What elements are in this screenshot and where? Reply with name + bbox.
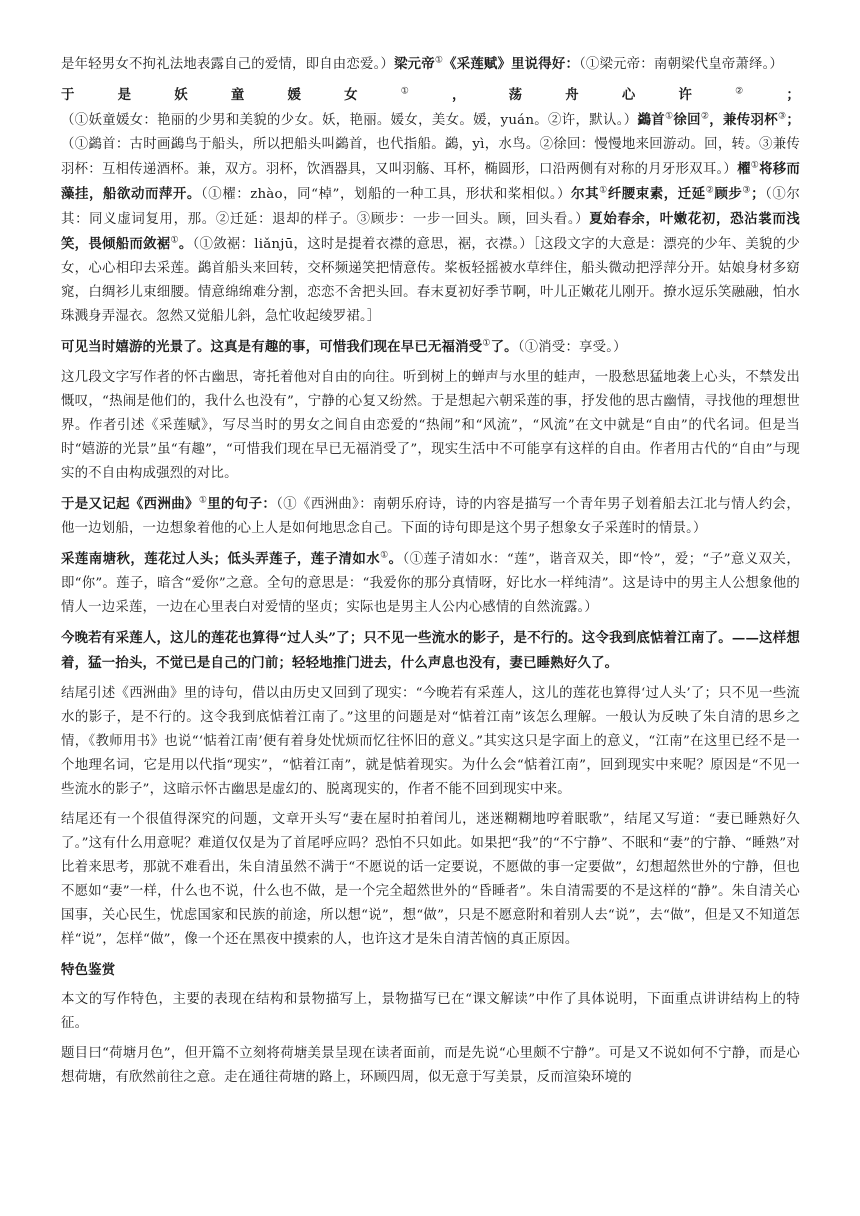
paragraph [61, 682, 800, 802]
text-run: （①尔其：同义虚词复用，那。②迁延：退却的样子。③顾步：一步一回头。顾，回头看。） [61, 187, 800, 227]
bold-text: 于是妖童媛女 [61, 87, 401, 103]
bold-text: 将移而藻挂，船欲动而萍开。 [61, 161, 800, 202]
text-run: （①妖童媛女：艳丽的少男和美貌的少女。妖，艳丽。媛女，美女。媛，yuán。②许，默认。） [61, 113, 638, 128]
bold-text: 采莲南塘秋，莲花过人头；低头弄莲子，莲子清如水 [61, 551, 381, 567]
section-heading [61, 958, 800, 982]
footnote-marker: ① [750, 160, 760, 171]
footnote-marker: ③ [742, 185, 752, 196]
text-run: 这几段文字写作者的怀古幽思，寄托着他对自由的向往。听到树上的蝉声与水里的蛙声，一股愁思猛地袭上心头，不禁发出慨叹，“热闹是他们的，我什么也没有”，宁静的心复又纷然。于是想起六朝采莲的事，抒发他的思古幽情，寻找他的理想世界。作者引述《采莲赋》，写尽当时的男女之间自由恋爱的“热闹”和“风流”，“风流”在文中就是“自由”的代名词。但是当时“嬉游的光景”虽“有趣”，“可惜我们现在早已无福消受了”，现实生活中不可能享有这样的自由。作者用古代的“自由”与现实的不自由构成强烈的对比。 [61, 370, 800, 481]
bold-text: 梁元帝 [394, 56, 435, 72]
bold-text: 了。 [490, 339, 518, 355]
footnote-marker: ② [735, 86, 787, 97]
footnote-marker: ③ [777, 111, 787, 122]
bold-text: 《采莲赋》里说得好： [443, 56, 580, 72]
footnote-marker: ① [170, 235, 179, 246]
bold-text: 徐回 [673, 112, 701, 128]
bold-text: 于是又记起《西洲曲》 [61, 496, 199, 512]
footnote-marker: ① [599, 185, 608, 196]
bold-text: 。 [178, 236, 193, 252]
text-run: 题目曰“荷塘月色”，但开篇不立刻将荷塘美景呈现在读者面前，而是先说“心里颇不宁静”。可是又不说如何不宁静，而是心想荷塘，有欣然前往之意。走在通往荷塘的路上，环顾四周，似无意于写美景，反而渲染环境的 [61, 1046, 800, 1085]
bold-text: ，荡舟心许 [452, 87, 736, 103]
text-run: （①莲子清如水：“莲”，谐音双关，即“怜”，爱；“子”意义双关，即“你”。莲子，暗含“爱你”之意。全句的意思是：“我爱你的那分真情呀，好比水一样纯清”。这是诗中的男主人公想象他的情人一边采莲，一边在心里表白对爱情的坚贞；实际也是男主人公内心感情的自然流露。） [61, 552, 800, 615]
paragraph [61, 1042, 800, 1090]
paragraph [61, 492, 800, 541]
bold-text: 櫂 [737, 161, 751, 177]
bold-text: ； [786, 112, 800, 128]
text-run: 本文的写作特色，主要的表现在结构和景物描写上，景物描写已在“课文解读”中作了具体说明，下面重点讲讲结构上的特征。 [61, 992, 800, 1031]
bold-text: ； [786, 87, 800, 103]
footnote-marker: ① [664, 111, 674, 122]
bold-text: 特色鉴赏 [61, 962, 116, 978]
paragraph [61, 52, 800, 77]
bold-text: 今晚若有采莲人，这儿的莲花也算得“过人头”了；只不见一些流水的影子，是不行的。这令我到底惦着江南了。——这样想着，猛一抬头，不觉已是自己的门前；轻轻地推门进去，什么声息也没有，妻已睡熟好久了。 [61, 630, 800, 671]
paragraph [61, 547, 800, 620]
text-run: （①梁元帝：南朝梁代皇帝萧绎。） [579, 57, 784, 72]
text-run: （①消受：享受。） [517, 340, 627, 355]
bold-text: 夏始春余，叶嫩花初，恐沾裳而浅笑，畏倾船而敛裾 [61, 211, 800, 252]
text-run: （①鷁首：古时画鷁鸟于船头，所以把船头叫鷁首，也代指船。鷁，yì，水鸟。②徐回：慢慢地来回游动。回，转。③兼传羽杯：互相传递酒杯。兼，双方。羽杯，饮酒器具，又叫羽觞、耳杯，椭圆形，口沿两侧有对称的月牙形双耳。） [61, 137, 800, 177]
bold-text: 。 [388, 551, 403, 567]
bold-text: 鷁首 [637, 112, 665, 128]
bold-text: 纤腰束素，迁延 [607, 186, 706, 202]
bold-text: ； [751, 186, 765, 202]
footnote-marker: ① [434, 55, 444, 66]
text-run: （①敛裾：liǎnjū，这时是提着衣襟的意思，裾，衣襟。）［这段文字的大意是：漂亮的少年、美貌的少女，心心相印去采莲。鷁首船头来回转，交杯频递笑把情意传。桨板轻摇被水草绊住，船头微动把浮萍分开。姑娘身材多窈窕，白绸衫儿束细腰。情意绵绵难分割，恋恋不舍把头回。春末夏初好季节啊，叶儿正嫩花儿刚开。撩水逗乐笑融融，怕水珠溅身弄湿衣。忽然又觉船儿斜，急忙收起绫罗裙。］ [61, 237, 800, 324]
bold-text: 顾步 [714, 186, 743, 202]
footnote-marker: ① [400, 86, 452, 97]
paragraph [61, 366, 800, 486]
footnote-marker: ① [198, 495, 208, 506]
footnote-marker: ① [482, 338, 491, 349]
text-run: 结尾还有一个很值得深究的问题，文章开头写“妻在屋时拍着闰儿，迷迷糊糊地哼着眠歌”，结尾又写道：“妻已睡熟好久了。”这有什么用意呢？难道仅仅是为了首尾呼应吗？恐怕不只如此。如果把“我”的“不宁静”、不眠和“妻”的宁静、“睡熟”对比着来思考，那就不难看出，朱自清虽然不满于“不愿说的话一定要说，不愿做的事一定要做”，幻想超然世外的宁静，但也不愿如“妻”一样，什么也不说，什么也不做，是一个完全超然世外的“昏睡者”。朱自清需要的不是这样的“静”。朱自清关心国事，关心民生，忧虑国家和民族的前途，所以想“说”，想“做”，只是不愿意附和着别人去“说”，去“做”，但是又不知道怎样“说”，怎样“做”，像一个还在黑夜中摸索的人，也许这才是朱自清苦恼的真正原因。 [61, 812, 800, 947]
footnote-marker: ② [700, 111, 710, 122]
text-run: （①櫂：zhào，同“棹”，划船的一种工具，形状和桨相似。） [200, 187, 572, 202]
footnote-marker: ① [380, 550, 389, 561]
paragraph [61, 626, 800, 676]
bold-text: 里的句子： [207, 496, 277, 512]
bold-text: 可见当时嬉游的光景了。这真是有趣的事，可惜我们现在早已无福消受 [61, 339, 483, 355]
bold-text: ，兼传羽杯 [709, 112, 778, 128]
paragraph [61, 808, 800, 952]
text-run: 结尾引述《西洲曲》里的诗句，借以由历史又回到了现实：“今晚若有采莲人，这儿的莲花也算得‘过人头’了；只不见一些流水的影子，是不行的。这令我到底惦着江南了。”这里的问题是对“惦着江南”该怎么理解。一般认为反映了朱自清的思乡之情，《教师用书》也说“‘惦着江南’便有着身处忧烦而忆往怀旧的意义。”其实这只是字面上的意义，“江南”在这里已经不是一个地理名词，它是用以代指“现实”，“惦着江南”，就是惦着现实。为什么会“惦着江南”，回到现实中来呢？原因是“不见一些流水的影子”，这暗示怀古幽思是虚幻的、脱离现实的，作者不能不回到现实中来。 [61, 686, 800, 797]
text-run: （①《西洲曲》：南朝乐府诗，诗的内容是描写一个青年男子划着船去江北与情人约会，他一边划船，一边想象着他的心上人是如何地思念自己。下面的诗句即是这个男子想象女子采莲时的情景。） [61, 497, 801, 536]
text-run: 是年轻男女不拘礼法地表露自己的爱情，即自由恋爱。） [61, 57, 395, 72]
footnote-marker: ② [705, 185, 715, 196]
paragraph [61, 988, 800, 1036]
paragraph [61, 335, 800, 360]
bold-text: 尔其 [571, 186, 600, 202]
paragraph [61, 83, 800, 329]
